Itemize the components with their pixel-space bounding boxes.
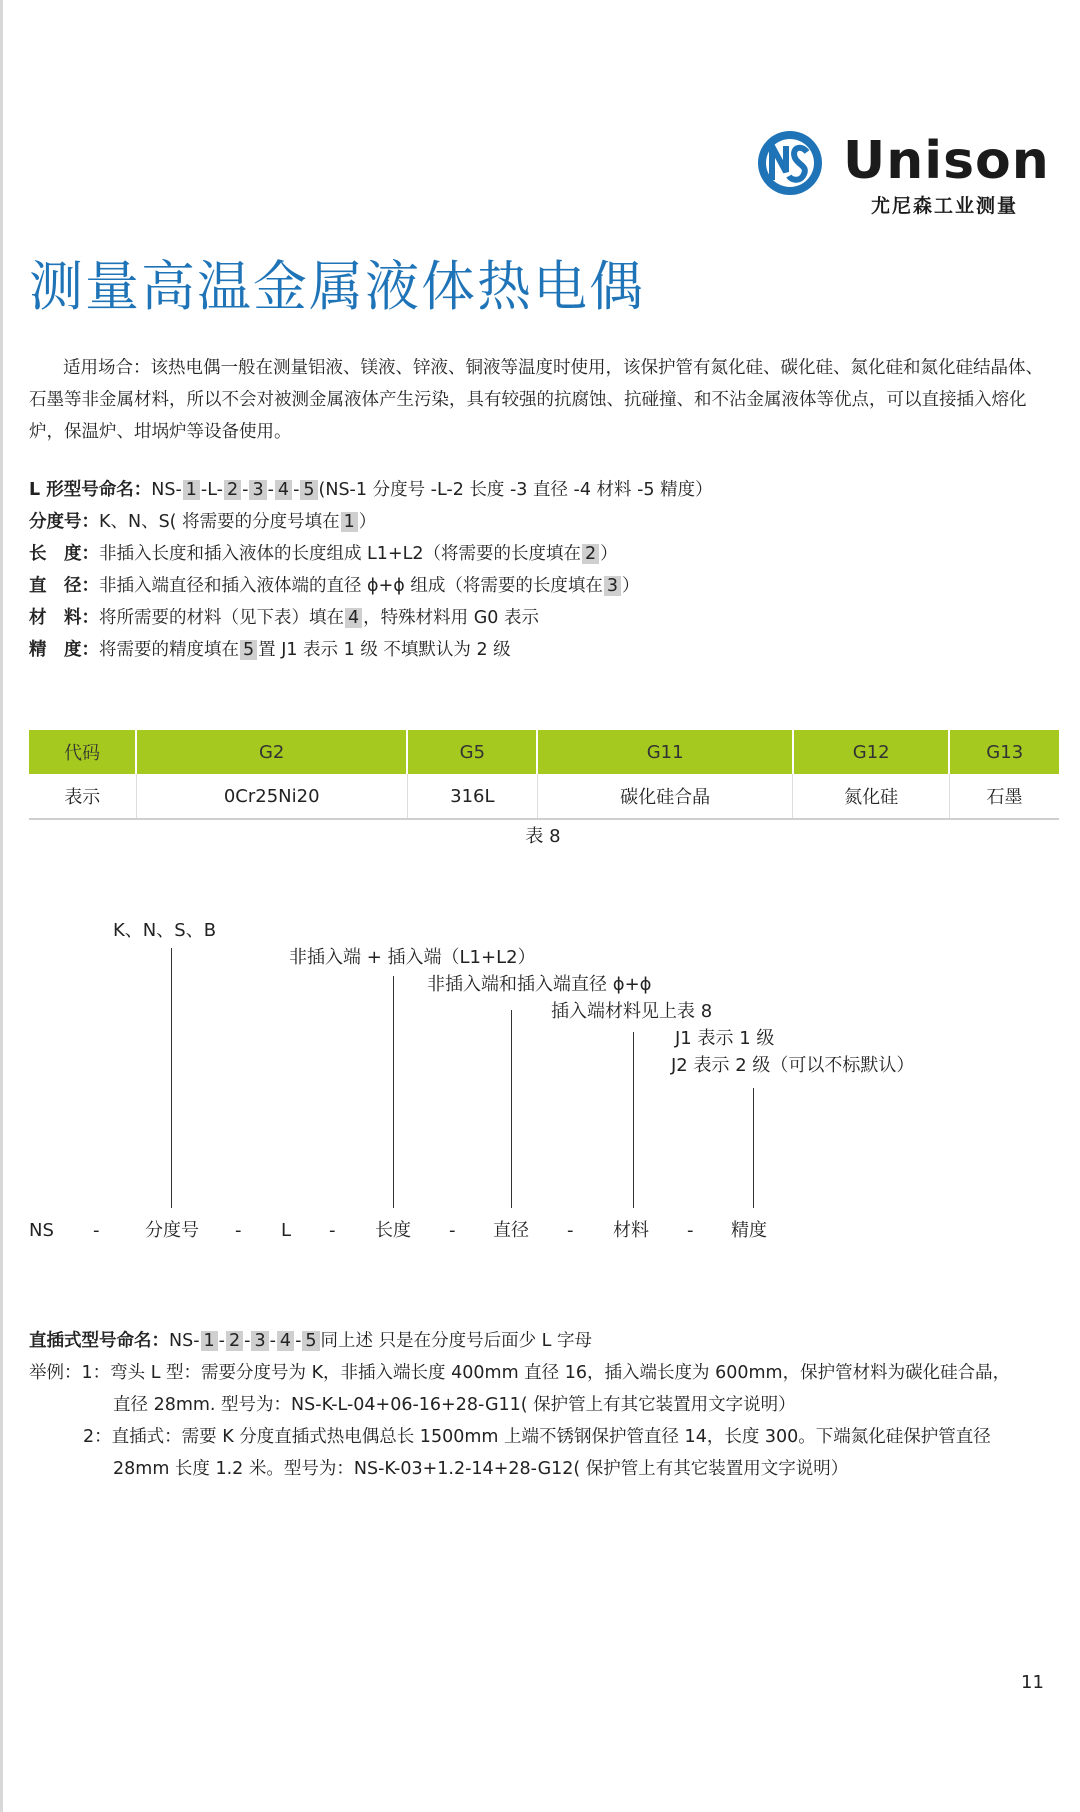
spec-graduation: [29, 506, 1059, 538]
table-cell: 316L: [407, 774, 537, 819]
example-prefix: 2：: [83, 1427, 112, 1447]
page-number: 11: [1021, 1672, 1044, 1693]
code-box: 1: [341, 512, 358, 532]
table-header: G11: [537, 730, 792, 774]
table-header: G13: [949, 730, 1059, 774]
code-box: 2: [224, 480, 241, 500]
code-box: 4: [345, 608, 362, 628]
straight-section: [29, 1325, 1069, 1485]
example-2-line-1: [29, 1421, 1069, 1453]
table-row: [29, 774, 1059, 819]
code-box: 3: [251, 1331, 268, 1351]
spec-text: -: [293, 480, 300, 500]
connector-line: [753, 1088, 754, 1208]
spec-text: 非插入长度和插入液体的长度组成 L1+L2（将需要的长度填在: [99, 544, 581, 564]
diagram-label-graduation: K、N、S、B: [113, 920, 217, 941]
spec-text: 同上述 只是在分度号后面少 L 字母: [320, 1331, 592, 1351]
page-title: 测量高温金属液体热电偶: [29, 255, 645, 318]
diagram-code-ns: NS: [29, 1220, 54, 1241]
spec-text: -: [269, 1331, 276, 1351]
spec-text: -: [242, 480, 249, 500]
spec-l-type: [29, 474, 1059, 506]
diagram-label-length: 非插入端 + 插入端（L1+L2）: [289, 947, 536, 968]
diagram-code-l: L: [281, 1220, 292, 1241]
table-cell: 0Cr25Ni20: [136, 774, 407, 819]
brand-name: Unison: [843, 131, 1050, 191]
diagram-code-material: 材料: [613, 1220, 649, 1241]
spec-text: 将需要的精度填在: [99, 640, 239, 660]
brand-subtitle: 尤尼森工业测量: [871, 195, 1019, 217]
connector-line: [393, 976, 394, 1208]
spec-text: NS-: [169, 1331, 200, 1351]
spec-label: 分度号：: [29, 512, 99, 532]
code-box: 2: [582, 544, 599, 564]
example-text: 弯头 L 型：需要分度号为 K，非插入端长度 400mm 直径 16，插入端长度为 600mm，保护管材料为碳化硅合晶，: [110, 1363, 1011, 1383]
code-box: 4: [275, 480, 292, 500]
code-box: 3: [604, 576, 621, 596]
diagram-code-precision: 精度: [731, 1220, 767, 1241]
diagram-label-material: 插入端材料见上表 8: [551, 1001, 713, 1022]
diagram-label-precision-1: J1 表示 1 级: [675, 1028, 775, 1049]
example-2-line-2: 28mm 长度 1.2 米。型号为：NS-K-03+1.2-14+28-G12( 保护管上有其它装置用文字说明）: [113, 1459, 849, 1479]
table-header: G5: [407, 730, 537, 774]
connector-line: [633, 1032, 634, 1208]
spec-text: -: [244, 1331, 251, 1351]
table-header: G2: [136, 730, 407, 774]
spec-label: 精 度：: [29, 640, 99, 660]
spec-text: K、N、S( 将需要的分度号填在: [99, 512, 340, 532]
diagram-label-precision-2: J2 表示 2 级（可以不标默认）: [671, 1055, 915, 1076]
diagram-dash: -: [567, 1220, 574, 1241]
diagram-dash: -: [93, 1220, 100, 1241]
spec-diameter: [29, 570, 1059, 602]
spec-label: L 形型号命名：: [29, 480, 152, 500]
spec-label: 直 径：: [29, 576, 99, 596]
material-table: [29, 730, 1059, 820]
spec-text: 非插入端直径和插入液体端的直径 ϕ+ϕ 组成（将需要的长度填在: [99, 576, 603, 596]
code-box: 3: [249, 480, 266, 500]
example-1-line-1: [29, 1357, 1069, 1389]
diagram-dash: -: [687, 1220, 694, 1241]
spec-text: (NS-1 分度号 -L-2 长度 -3 直径 -4 材料 -5 精度）: [318, 480, 713, 500]
spec-text: -: [218, 1331, 225, 1351]
model-diagram: [3, 900, 1080, 1260]
example-1-line-2: 直径 28mm. 型号为：NS-K-L-04+06-16+28-G11( 保护管上有其它装置用文字说明）: [113, 1395, 796, 1415]
code-box: 5: [240, 640, 257, 660]
spec-text: 置 J1 表示 1 级 不填默认为 2 级: [258, 640, 511, 660]
spec-text: ）: [622, 576, 640, 596]
spec-text: 将所需要的材料（见下表）填在: [99, 608, 344, 628]
code-box: 5: [300, 480, 317, 500]
spec-text: NS-: [151, 480, 182, 500]
connector-line: [171, 948, 172, 1208]
table-header: G12: [793, 730, 950, 774]
code-box: 4: [277, 1331, 294, 1351]
table-cell: 表示: [29, 774, 136, 819]
table-cell: 碳化硅合晶: [537, 774, 792, 819]
spec-text: ，特殊材料用 G0 表示: [363, 608, 539, 628]
spec-label: 材 料：: [29, 608, 99, 628]
model-specs: [29, 474, 1059, 666]
code-box: 5: [302, 1331, 319, 1351]
spec-label: 长 度：: [29, 544, 99, 564]
example-prefix: 举例：1：: [29, 1363, 111, 1383]
diagram-dash: -: [329, 1220, 336, 1241]
spec-text: -L-: [200, 480, 223, 500]
code-box: 2: [226, 1331, 243, 1351]
diagram-dash: -: [235, 1220, 242, 1241]
diagram-dash: -: [449, 1220, 456, 1241]
table-cell: 石墨: [949, 774, 1059, 819]
diagram-code-diameter: 直径: [493, 1220, 529, 1241]
spec-text: ）: [358, 512, 377, 532]
spec-length: [29, 538, 1059, 570]
diagram-code-graduation: 分度号: [145, 1220, 199, 1241]
example-text: 直插式：需要 K 分度直插式热电偶总长 1500mm 上端不锈钢保护管直径 14，长度 300。下端氮化硅保护管直径: [111, 1427, 991, 1447]
table-header: 代码: [29, 730, 136, 774]
connector-line: [511, 1010, 512, 1208]
brand-logo: [755, 125, 1065, 225]
table-cell: 氮化硅: [793, 774, 950, 819]
straight-model-naming: [29, 1325, 1069, 1357]
table-header-row: [29, 730, 1059, 774]
code-box: 1: [183, 480, 200, 500]
intro-paragraph: 适用场合：该热电偶一般在测量铝液、镁液、锌液、铜液等温度时使用，该保护管有氮化硅、碳化硅、氮化硅和氮化硅结晶体、石墨等非金属材料，所以不会对被测金属液体产生污染，具有较强的抗腐蚀、抗碰撞、和不沾金属液体等优点，可以直接插入熔化炉，保温炉、坩埚炉等设备使用。: [29, 358, 1043, 442]
spec-label: 直插式型号命名：: [29, 1331, 169, 1351]
spec-text: -: [267, 480, 274, 500]
spec-text: -: [295, 1331, 302, 1351]
unison-logo-icon: [755, 128, 825, 198]
code-box: 1: [201, 1331, 218, 1351]
spec-precision: [29, 634, 1059, 666]
spec-material: [29, 602, 1059, 634]
table-caption: 表 8: [525, 826, 561, 847]
spec-text: ）: [600, 544, 618, 564]
diagram-code-length: 长度: [375, 1220, 411, 1241]
diagram-label-diameter: 非插入端和插入端直径 ϕ+ϕ: [427, 974, 652, 995]
